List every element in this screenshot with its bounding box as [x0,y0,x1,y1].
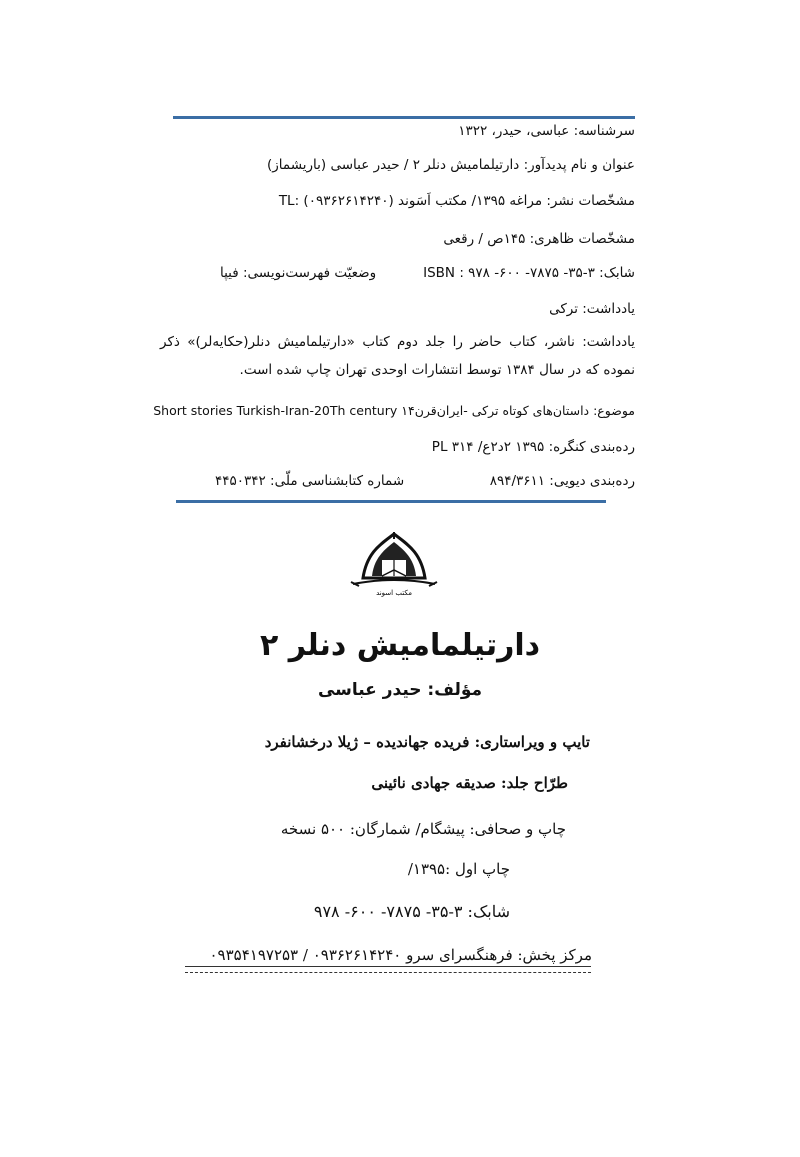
cip-note-publisher: یادداشت: ناشر، کتاب حاضر را جلد دوم کتاب «دارتیلمامیش دنلر(حکایه‌لر)» ذکر نموده که در سال ۱۳۸۴ توسط انتشارات اوحدی تهران چاپ شده است. [160,334,635,378]
cip-cataloging-status: وضعیّت فهرست‌نویسی: فیپا [220,265,377,281]
book-title: دارتیلمامیش دنلر ۲ [259,628,541,663]
cip-physical: مشخّصات ظاهری: ۱۴۵ص / رقعی [443,231,635,247]
cip-subject: موضوع: داستان‌های کوتاه ترکی -ایران‌قرن۱۴ Short stories Turkish-Iran-20Th century [153,403,635,418]
cip-congress: رده‌بندی کنگره: ۱۳۹۵ ۲د۲ع/ ۳۱۴ PL [431,439,635,455]
top-divider [173,116,635,119]
distribution-dotted-line [185,972,591,973]
publisher-logo [349,530,439,598]
typing-editing: تایپ و ویراستاری: فریده جهاندیده – ژیلا درخشانفرد [264,733,590,751]
distribution-center: مرکز پخش: فرهنگسرای سرو ۰۹۳۶۲۶۱۴۲۴۰ / ۰۹۳۵۴۱۹۷۲۵۳ [209,946,592,964]
printing-info: چاپ و صحافی: پیشگام/ شمارگان: ۵۰۰ نسخه [280,820,566,838]
cip-isbn: شابک: ۳-۳۵- ۷۸۷۵- ۶۰۰- ۹۷۸ : ISBN [423,265,635,281]
logo-caption: مکتب اسوند [376,589,412,597]
distribution-underline [185,966,591,967]
cip-title: عنوان و نام پدیدآور: دارتیلمامیش دنلر ۲ / حیدر عباسی (باریشماز) [267,157,635,173]
cip-national-number: شماره کتابشناسی ملّی: ۴۴۵۰۳۴۲ [215,473,405,489]
cip-dewey: رده‌بندی دیویی: ۸۹۴/۳۶۱۱ [489,473,635,489]
cip-publication: مشخّصات نشر: مراغه ۱۳۹۵/ مکتب اَسَوند (۰۹۳۶۲۶۱۴۲۴۰) :TL [278,193,635,209]
cataloging-block [153,122,635,502]
book-isbn: شابک: ۳-۳۵- ۷۸۷۵- ۶۰۰- ۹۷۸ [313,902,510,921]
cip-heading: سرشناسه: عباسی، حیدر، ۱۳۲۲ [458,123,635,139]
edition-info: چاپ اول :۱۳۹۵/ [407,860,510,878]
book-author: مؤلف: حیدر عباسی [317,680,483,700]
cover-design: طرّاح جلد: صدیقه جهادی نائینی [371,774,568,792]
bottom-divider [176,500,606,503]
cip-note-language: یادداشت: ترکی [549,301,635,317]
